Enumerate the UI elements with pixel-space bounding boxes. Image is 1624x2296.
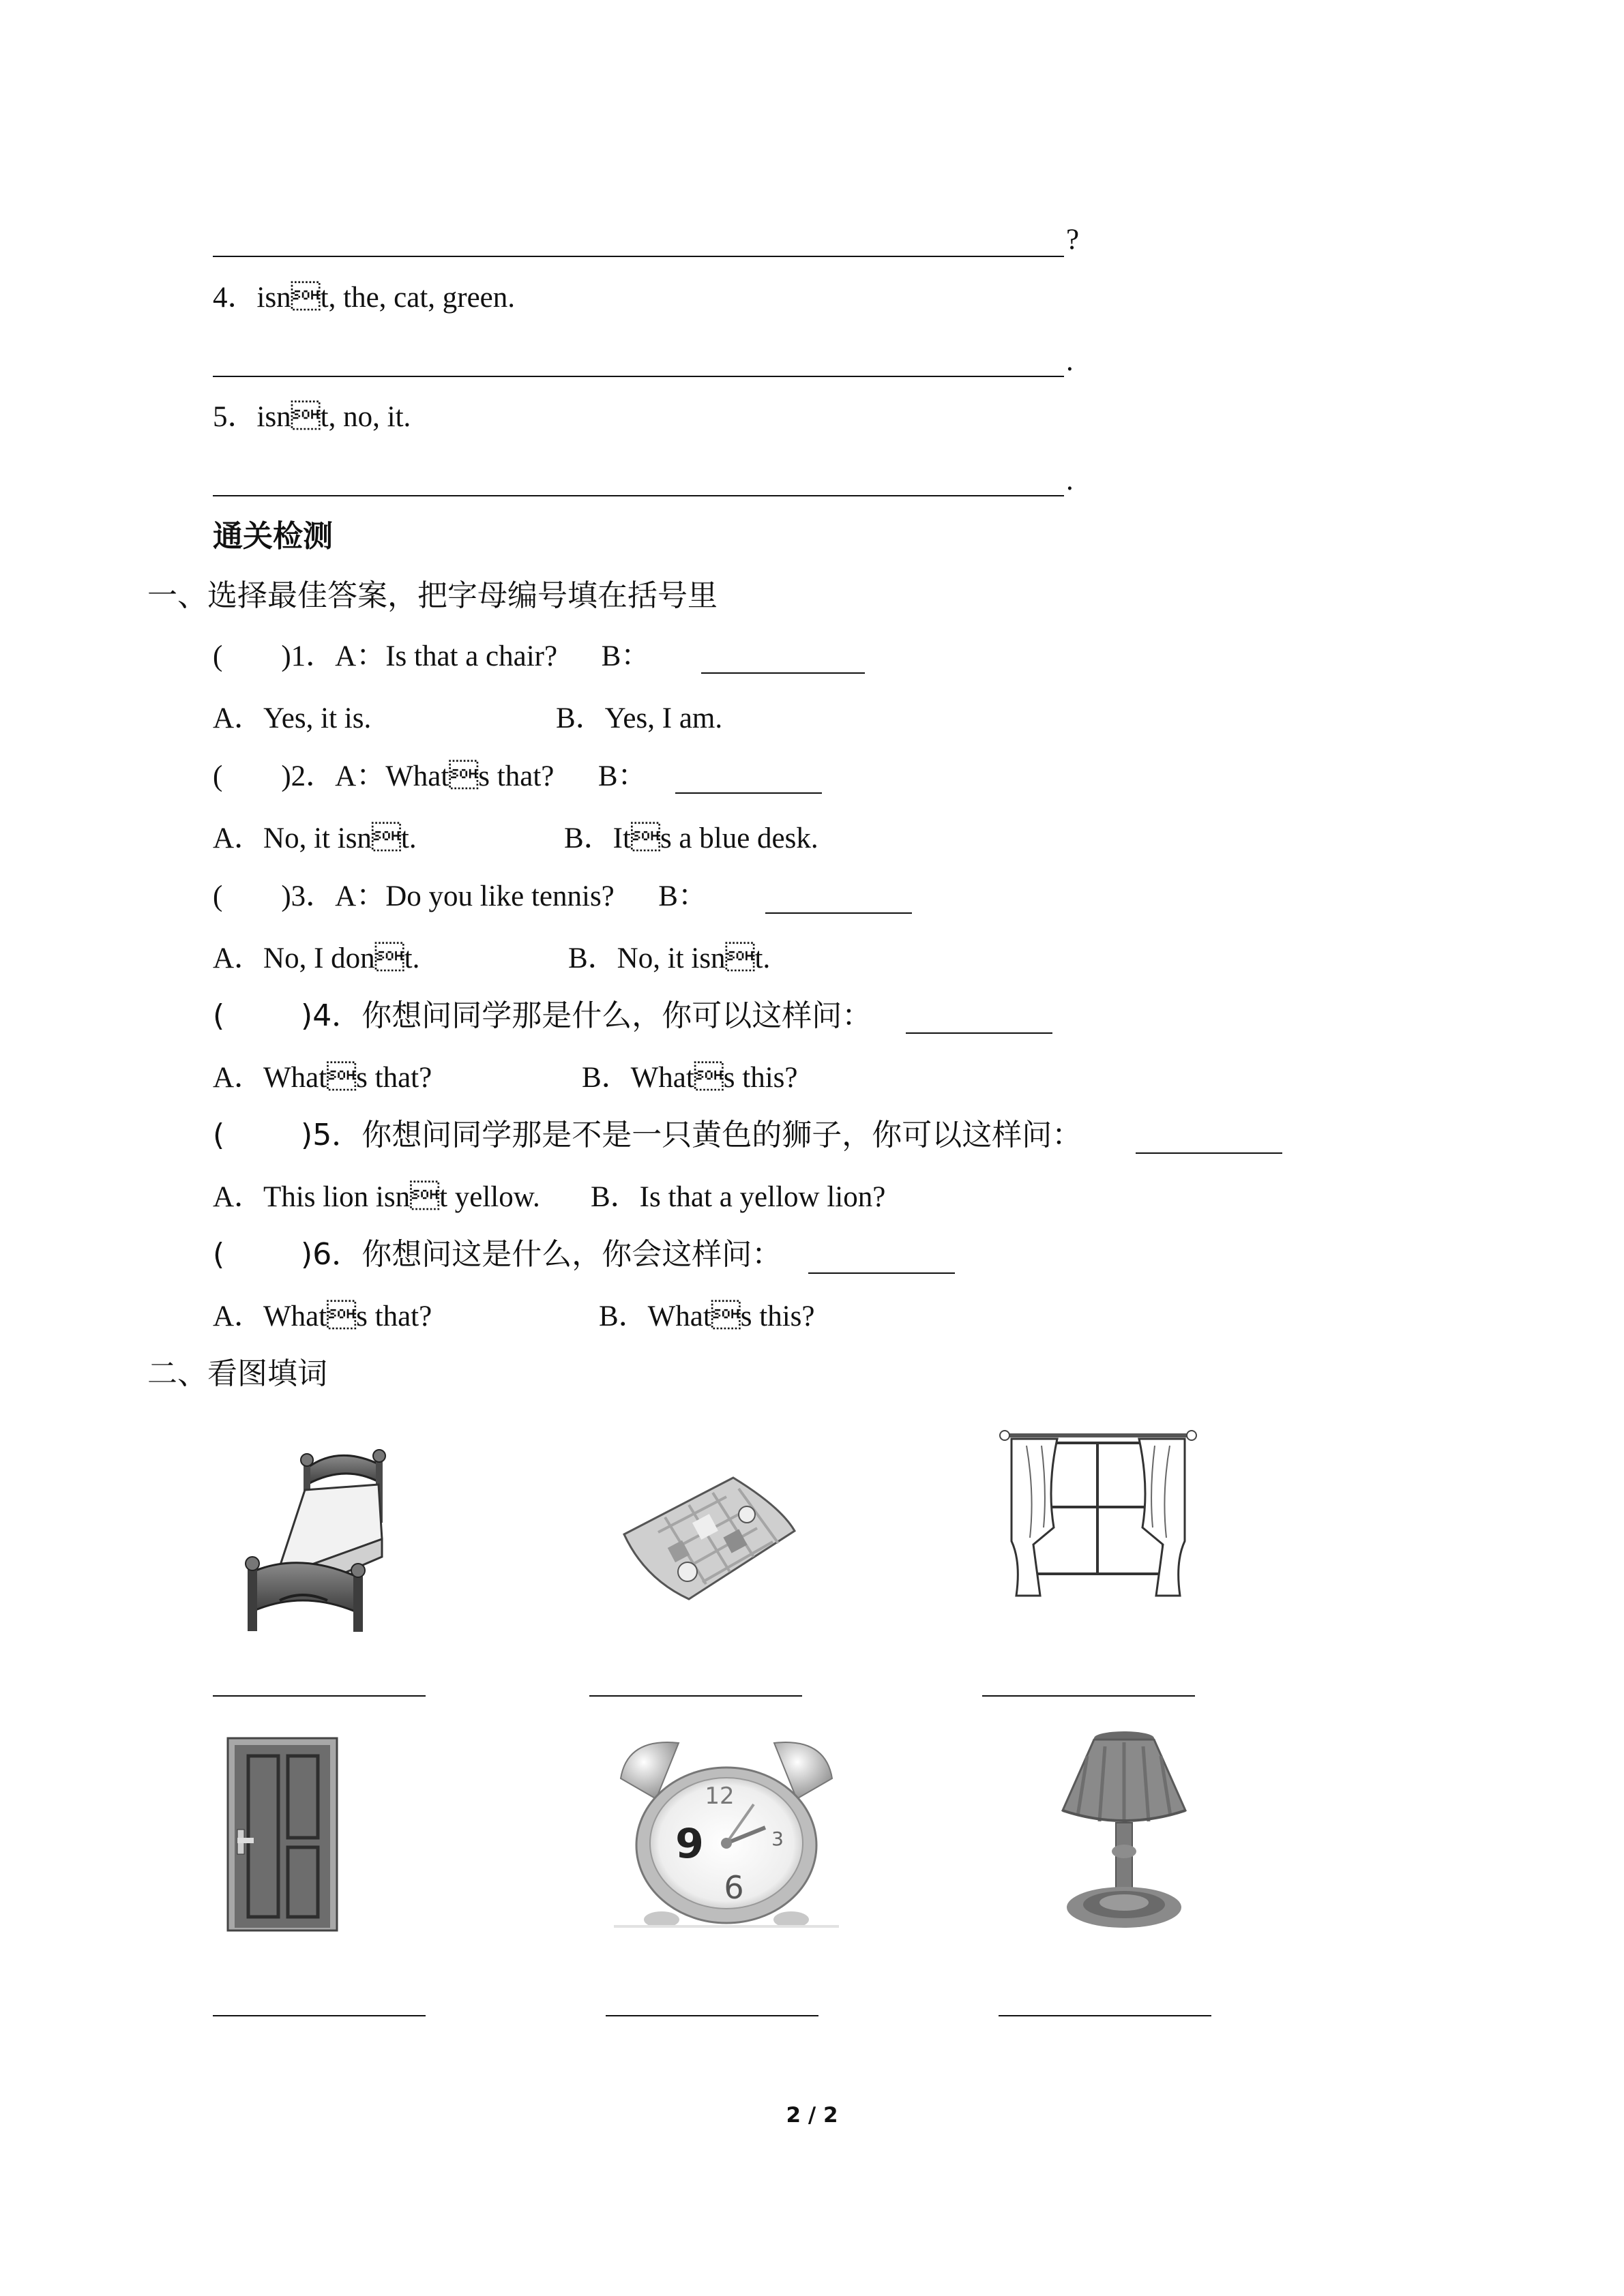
question-6-option-a: A．Whats that? [213,1300,432,1332]
question-5-prompt: ( )5．你想问同学那是不是一只黄色的狮子，你可以这样问： [213,1118,1082,1152]
question-6-prompt: ( )6．你想问这是什么，你会这样问： [213,1237,782,1272]
clock-number-6: 6 [724,1869,744,1906]
question-2-prompt: ( )2．A：Whats that? B： [213,760,647,792]
question-3-blank[interactable] [765,912,912,914]
question-1-option-a: A．Yes, it is. [213,702,372,734]
question-3-prompt: ( )3．A：Do you like tennis? B： [213,880,707,912]
lamp-icon [1037,1729,1207,1933]
question-1-option-b: B．Yes, I am. [556,702,723,734]
answer-line-5[interactable] [213,495,1064,496]
clock-number-3: 3 [771,1828,784,1850]
answer-line-3[interactable] [213,256,1064,257]
part2-title: 二、看图填词 [147,1356,327,1391]
picture-blank-6[interactable] [999,2015,1211,2016]
answer-line-4[interactable] [213,376,1064,377]
question-4-prompt: ( )4．你想问同学那是什么，你可以这样问： [213,998,872,1033]
question-5-blank[interactable] [1136,1152,1282,1154]
question-1-prompt: ( )1．A：Is that a chair? B： [213,640,651,672]
picture-blank-2[interactable] [589,1695,802,1697]
sentence-item-5: 5．isnt, no, it. [213,401,411,433]
sentence-item-4: 4．isnt, the, cat, green. [213,282,516,314]
question-6-option-b: B．Whats this? [599,1300,815,1332]
answer-line-3-end: ? [1066,224,1080,256]
picture-blank-1[interactable] [213,1695,426,1697]
question-4-option-a: A．Whats that? [213,1062,432,1094]
question-4-blank[interactable] [906,1032,1052,1034]
page-number: 2 / 2 [786,2103,838,2128]
question-2-option-a: A．No, it isnt. [213,822,417,854]
clock-number-9: 9 [675,1820,704,1868]
question-3-option-b: B．No, it isnt. [568,942,771,974]
test-title: 通关检测 [213,519,333,554]
clock-number-12: 12 [705,1783,735,1810]
alarm-clock-icon [614,1731,839,1933]
picture-blank-5[interactable] [606,2015,818,2016]
question-5-option-b: B．Is that a yellow lion? [591,1181,886,1213]
question-1-blank[interactable] [701,672,865,674]
question-2-blank[interactable] [675,792,822,794]
picture-blank-4[interactable] [213,2015,426,2016]
pillow-icon [617,1470,798,1616]
question-4-option-b: B．Whats this? [582,1062,798,1094]
answer-line-5-end: . [1066,464,1074,496]
answer-line-4-end: . [1066,345,1074,377]
part1-title: 一、选择最佳答案，把字母编号填在括号里 [147,578,718,613]
window-icon [999,1425,1197,1604]
picture-blank-3[interactable] [982,1695,1195,1697]
question-6-blank[interactable] [808,1272,955,1274]
question-5-option-a: A．This lion isnt yellow. [213,1181,540,1213]
question-2-option-b: B．Its a blue desk. [564,822,818,854]
door-icon [225,1735,340,1933]
question-3-option-a: A．No, I dont. [213,942,420,974]
bed-icon [242,1449,396,1633]
